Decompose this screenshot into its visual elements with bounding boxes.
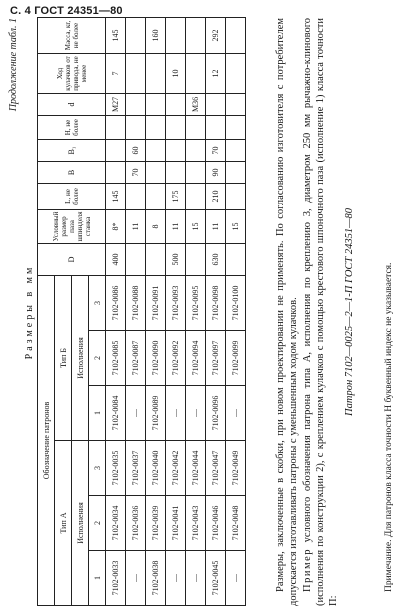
table-body [106, 17, 246, 605]
table-cell [226, 139, 246, 161]
table-row [226, 17, 246, 605]
exec-number: 3 [89, 441, 106, 496]
table-cell: 7102-0094 [186, 331, 206, 386]
table-cell: 70 [126, 161, 146, 183]
col-groove-header: Условный размер паза шпинделя станка [38, 209, 106, 243]
table-cell [106, 115, 126, 139]
table-cell [186, 161, 206, 183]
table-cell: 11 [206, 209, 226, 243]
table-cell [106, 161, 126, 183]
table-cell: 8 [146, 209, 166, 243]
table-cell: 7102-0095 [186, 275, 206, 330]
dimensions-caption: Размеры в мм [24, 264, 35, 360]
col-H-header: H, не более [38, 115, 106, 139]
table-cell: 160 [146, 17, 166, 53]
exec-number: 2 [89, 496, 106, 551]
table-cell: 630 [206, 243, 226, 275]
table-cell: 11 [166, 209, 186, 243]
table-cell: 7102-0049 [226, 441, 246, 496]
table-cell: 7102-0086 [106, 275, 126, 330]
table-row [206, 17, 226, 605]
table-cell: 7102-0040 [146, 441, 166, 496]
page-header: С. 4 ГОСТ 24351—80 [10, 5, 123, 17]
table-cell: 15 [226, 209, 246, 243]
chuck-table [37, 17, 246, 606]
table-row [166, 17, 186, 605]
table-cell: 7102-0048 [226, 496, 246, 551]
table-cell [226, 93, 246, 115]
exec-number: 1 [89, 551, 106, 606]
table-cell: 11 [126, 209, 146, 243]
execution-header-b: Исполнения [72, 275, 89, 440]
table-cell [226, 183, 246, 209]
table-cell [146, 93, 166, 115]
table-cell [226, 243, 246, 275]
table-wrapper [37, 18, 246, 606]
table-cell [186, 115, 206, 139]
rotated-content [6, 18, 410, 606]
table-cell: 7102-0045 [206, 551, 226, 606]
col-D-header: D [38, 243, 106, 275]
table-row [146, 17, 166, 605]
table-cell: 210 [206, 183, 226, 209]
table-cell: 7102-0043 [186, 496, 206, 551]
table-cell: — [186, 551, 206, 606]
table-cell: 145 [106, 183, 126, 209]
table-cell [226, 53, 246, 93]
table-cell: 7102-0092 [166, 331, 186, 386]
example-label: Пример [302, 547, 313, 592]
table-cell: 7102-0036 [126, 496, 146, 551]
table-cell [166, 161, 186, 183]
table-cell: 60 [126, 139, 146, 161]
table-cell: 400 [106, 243, 126, 275]
footnote: Примечание. Для патронов класса точности Н буквенный индекс не указывается. [384, 262, 394, 592]
table-cell: 145 [106, 17, 126, 53]
table-cell [126, 17, 146, 53]
table-cell [146, 53, 166, 93]
table-cell: 8* [106, 209, 126, 243]
table-cell: 7102-0096 [206, 386, 226, 441]
col-d-header: d [38, 93, 106, 115]
table-cell [146, 183, 166, 209]
group-header: Обозначение патронов [38, 275, 55, 605]
table-cell [146, 161, 166, 183]
table-cell: 7102-0093 [166, 275, 186, 330]
col-B-header: B [38, 161, 106, 183]
table-cell: 7102-0037 [126, 441, 146, 496]
table-cell [146, 139, 166, 161]
table-cell [166, 93, 186, 115]
table-cell: — [186, 386, 206, 441]
table-cell: 7102-0099 [226, 331, 246, 386]
table-cell: 7102-0047 [206, 441, 226, 496]
table-cell: 175 [166, 183, 186, 209]
table-cell: 7102-0084 [106, 386, 126, 441]
table-cell: 7102-0046 [206, 496, 226, 551]
table-cell: 7102-0100 [226, 275, 246, 330]
example-text: условного обозначения патрона типа А, исполнения по креплению 3, диаметром 250 мм рычажно-клинового (исполнения по конструкции 2), с креплением кулачков с помощью крестового шпоночного паза (исполнение 1) класса точности П: [302, 18, 339, 606]
table-cell [206, 93, 226, 115]
table-cell: 7102-0085 [106, 331, 126, 386]
type-b-header: Тип Б [55, 275, 72, 440]
table-row [126, 17, 146, 605]
table-cell: 7102-0088 [126, 275, 146, 330]
execution-header-a: Исполнения [72, 441, 89, 606]
table-cell: 7102-0038 [146, 551, 166, 606]
table-cell: 292 [206, 17, 226, 53]
table-continuation-caption: Продолжение табл. 1 [8, 18, 19, 112]
col-mass-header: Масса, кг, не более [38, 17, 106, 53]
table-cell [166, 17, 186, 53]
table-cell: — [166, 386, 186, 441]
designation-formula: Патрон 7102—0025—2—1-П ГОСТ 24351—80 [344, 208, 355, 416]
paragraph-dimensions: Размеры, заключенные в скобки, при новом проектировании не применять. По согласованию изготовителя с потребителем допускается изготавливать патроны с уменьшенным ходом кулачков. [275, 18, 299, 606]
table-cell [186, 53, 206, 93]
table-cell: — [226, 551, 246, 606]
table-cell: M36 [186, 93, 206, 115]
table-cell [186, 243, 206, 275]
text-block [274, 18, 356, 606]
table-cell [146, 115, 166, 139]
exec-number: 1 [89, 386, 106, 441]
table-cell [226, 115, 246, 139]
table-cell [126, 53, 146, 93]
table-cell: 7102-0091 [146, 275, 166, 330]
table-cell: — [126, 551, 146, 606]
exec-number: 3 [89, 275, 106, 330]
table-cell: 500 [166, 243, 186, 275]
table-cell: 70 [206, 139, 226, 161]
type-a-header: Тип А [55, 441, 72, 606]
table-cell [166, 115, 186, 139]
table-cell: 7102-0087 [126, 331, 146, 386]
table-cell [166, 139, 186, 161]
table-cell [106, 139, 126, 161]
table-cell: — [166, 551, 186, 606]
table-cell [146, 243, 166, 275]
table-cell: 7102-0097 [206, 331, 226, 386]
table-cell [226, 17, 246, 53]
table-cell [226, 161, 246, 183]
table-cell: 12 [206, 53, 226, 93]
col-L-header: L, не более [38, 183, 106, 209]
table-cell: 7102-0035 [106, 441, 126, 496]
table-cell [186, 183, 206, 209]
table-row [186, 17, 206, 605]
table-cell: 7102-0089 [146, 386, 166, 441]
table-cell [186, 17, 206, 53]
col-stroke-header: Ход кулачков от привода, не менее [38, 53, 106, 93]
table-cell [126, 183, 146, 209]
table-cell: 7102-0098 [206, 275, 226, 330]
table-cell [206, 115, 226, 139]
table-cell [126, 93, 146, 115]
table-cell: 7 [106, 53, 126, 93]
table-cell: 7102-0041 [166, 496, 186, 551]
table-cell [126, 243, 146, 275]
table-cell: — [126, 386, 146, 441]
table-cell: — [226, 386, 246, 441]
table-cell: 7102-0044 [186, 441, 206, 496]
table-cell [126, 115, 146, 139]
table-cell: 7102-0042 [166, 441, 186, 496]
table-cell [186, 139, 206, 161]
table-cell: M27 [106, 93, 126, 115]
table-cell: 10 [166, 53, 186, 93]
exec-number: 2 [89, 331, 106, 386]
table-cell: 90 [206, 161, 226, 183]
table-cell: 15 [186, 209, 206, 243]
table-cell: 7102-0034 [106, 496, 126, 551]
table-cell: 7102-0039 [146, 496, 166, 551]
table-cell: 7102-0090 [146, 331, 166, 386]
paragraph-example [301, 18, 340, 606]
col-B1-header: B₁ [38, 139, 106, 161]
table-row [106, 17, 126, 605]
table-cell: 7102-0033 [106, 551, 126, 606]
